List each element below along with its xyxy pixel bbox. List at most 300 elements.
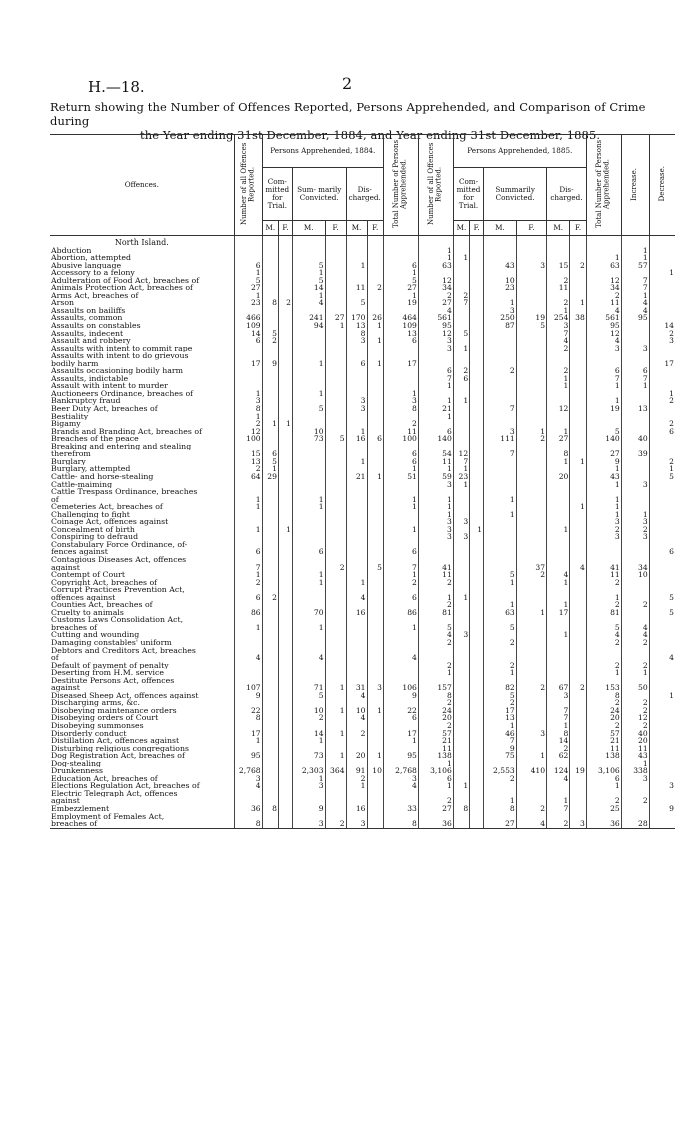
cell-value <box>418 813 453 821</box>
table-row <box>50 284 675 292</box>
cell-value: 1 <box>346 428 367 436</box>
cell-value: 9 <box>586 458 621 466</box>
cell-value <box>470 714 484 722</box>
cell-value <box>383 745 418 753</box>
cell-value <box>470 624 484 632</box>
table-row <box>50 775 675 783</box>
cell-value <box>367 481 383 489</box>
cell-value: 5 <box>649 609 675 617</box>
cell-value <box>453 413 469 421</box>
cell-value <box>278 450 292 458</box>
cell-value <box>367 405 383 413</box>
cell-value <box>570 548 586 556</box>
cell-value: 8 <box>453 805 469 813</box>
cell-value <box>649 790 675 798</box>
cell-value <box>262 496 278 504</box>
table-row <box>50 714 675 722</box>
cell-value: 1 <box>649 269 675 277</box>
table-row <box>50 722 675 730</box>
cell-value: 2 <box>418 292 453 300</box>
cell-value <box>346 367 367 375</box>
cell-value: 4 <box>292 654 325 662</box>
cell-value <box>547 548 570 556</box>
cell-value <box>262 435 278 443</box>
cell-value <box>367 601 383 609</box>
cell-value <box>262 247 278 255</box>
cell-value <box>649 579 675 587</box>
cell-value <box>547 586 570 594</box>
cell-value <box>262 481 278 489</box>
cell-value: 2 <box>547 277 570 285</box>
title-line-2: the Year ending 31st December, 1884, and Year ending 31st December, 1885. <box>140 128 601 142</box>
cell-value <box>262 692 278 700</box>
cell-value: 1 <box>383 390 418 398</box>
cell-value: 3 <box>234 775 262 783</box>
cell-value: 140 <box>418 435 453 443</box>
cell-value <box>325 254 346 262</box>
cell-value: 2 <box>383 579 418 587</box>
cell-value: 1 <box>418 594 453 602</box>
cell-value: 20 <box>346 752 367 760</box>
cell-value <box>547 397 570 405</box>
cell-value <box>262 737 278 745</box>
cell-value <box>516 526 546 534</box>
cell-value <box>278 782 292 790</box>
cell-value <box>367 820 383 828</box>
cell-value <box>278 790 292 798</box>
table-row <box>50 367 675 375</box>
cell-value <box>453 647 469 655</box>
cell-value <box>278 813 292 821</box>
offence-name: Challenging to fight <box>51 510 130 519</box>
cell-value <box>516 254 546 262</box>
cell-value: 1 <box>649 465 675 473</box>
cell-value: 2,768 <box>383 767 418 775</box>
cell-value <box>570 624 586 632</box>
cell-value <box>547 594 570 602</box>
cell-value: 2 <box>516 571 546 579</box>
cell-value <box>570 277 586 285</box>
cell-value: 1 <box>570 299 586 307</box>
cell-value <box>325 548 346 556</box>
cell-value: 4 <box>586 631 621 639</box>
cell-value <box>325 533 346 541</box>
cell-value <box>367 269 383 277</box>
offence-name: Dog-stealing <box>51 759 101 768</box>
cell-value <box>570 473 586 481</box>
cell-value: 2,553 <box>484 767 517 775</box>
cell-value: 3 <box>346 337 367 345</box>
cell-value <box>516 450 546 458</box>
cell-value <box>470 420 484 428</box>
cell-value <box>570 397 586 405</box>
cell-value <box>383 307 418 315</box>
cell-value <box>586 556 621 564</box>
cell-value <box>292 420 325 428</box>
cell-value: 95 <box>586 322 621 330</box>
cell-value <box>292 382 325 390</box>
cell-value: 3 <box>586 345 621 353</box>
cell-value: 2 <box>621 639 649 647</box>
table-row <box>50 601 675 609</box>
cell-value <box>453 677 469 685</box>
cell-value <box>346 556 367 564</box>
cell-value <box>278 503 292 511</box>
cell-value <box>621 782 649 790</box>
cell-value: 3 <box>418 526 453 534</box>
cell-value: 338 <box>621 767 649 775</box>
cell-value: 6 <box>453 375 469 383</box>
cell-value <box>278 737 292 745</box>
offence-name: Breaches of the peace <box>51 435 139 443</box>
cell-value: 1 <box>621 382 649 390</box>
cell-value: 3 <box>484 428 517 436</box>
cell-value: 1 <box>292 737 325 745</box>
cell-value <box>470 541 484 549</box>
cell-value: 1 <box>383 571 418 579</box>
table-row <box>50 518 675 526</box>
cell-value <box>292 397 325 405</box>
cell-value <box>586 647 621 655</box>
cell-value <box>649 247 675 255</box>
cell-value: 3 <box>346 820 367 828</box>
cell-value <box>621 692 649 700</box>
cell-value <box>649 601 675 609</box>
cell-value <box>262 307 278 315</box>
cell-value: 5 <box>292 405 325 413</box>
offence-name: Bestiality <box>51 412 89 421</box>
cell-value: 40 <box>621 435 649 443</box>
offence-name: Burglary, attempted <box>51 465 131 473</box>
cell-value <box>649 714 675 722</box>
cell-value <box>383 533 418 541</box>
cell-value: 13 <box>383 330 418 338</box>
cell-value <box>418 790 453 798</box>
cell-value <box>383 790 418 798</box>
cell-value <box>649 684 675 692</box>
cell-value <box>649 284 675 292</box>
cell-value <box>453 737 469 745</box>
cell-value <box>346 669 367 677</box>
cell-value: 13 <box>234 458 262 466</box>
table-row <box>50 299 675 307</box>
cell-value <box>453 790 469 798</box>
cell-value: 4 <box>621 307 649 315</box>
cell-value <box>262 677 278 685</box>
cell-value: 2 <box>278 299 292 307</box>
cell-value <box>649 352 675 360</box>
cell-value <box>278 345 292 353</box>
cell-value <box>470 805 484 813</box>
cell-value <box>346 760 367 768</box>
table-row <box>50 450 675 458</box>
cell-value: 4 <box>621 624 649 632</box>
cell-value: 2 <box>484 699 517 707</box>
cell-value <box>621 654 649 662</box>
cell-value <box>325 307 346 315</box>
cell-value <box>621 443 649 451</box>
cell-value <box>383 699 418 707</box>
cell-value: 11 <box>346 284 367 292</box>
cell-value <box>570 752 586 760</box>
cell-value <box>278 564 292 572</box>
offence-name: Constabulary Force Ordinance, of- <box>51 540 188 549</box>
cell-value: 1 <box>621 254 649 262</box>
cell-value: 81 <box>586 609 621 617</box>
cell-value: 6 <box>383 262 418 270</box>
cell-value <box>278 609 292 617</box>
cell-value <box>470 435 484 443</box>
cell-value <box>453 564 469 572</box>
cell-value: 10 <box>346 707 367 715</box>
cell-value: 2 <box>234 579 262 587</box>
cell-value <box>346 699 367 707</box>
cell-value <box>262 820 278 828</box>
summarily-1884-header: Sum- marily Convicted. <box>292 168 346 221</box>
cell-value: 6 <box>383 594 418 602</box>
cell-value <box>367 609 383 617</box>
summarily-1885-header: Summarily Convicted. <box>484 168 547 221</box>
cell-value <box>547 782 570 790</box>
discharged-1885-header: Dis- charged. <box>547 168 587 221</box>
cell-value <box>367 556 383 564</box>
cell-value: 1 <box>346 262 367 270</box>
cell-value <box>453 745 469 753</box>
cell-value <box>516 503 546 511</box>
cell-value <box>346 511 367 519</box>
cell-value <box>346 352 367 360</box>
cell-value <box>453 684 469 692</box>
cell-value <box>586 352 621 360</box>
cell-value <box>547 292 570 300</box>
cell-value: 1 <box>418 503 453 511</box>
cell-value <box>234 760 262 768</box>
cell-value <box>325 420 346 428</box>
cell-value: 3 <box>586 533 621 541</box>
cell-value <box>516 337 546 345</box>
cell-value <box>453 511 469 519</box>
cell-value: 33 <box>383 805 418 813</box>
cell-value: 14 <box>649 322 675 330</box>
cell-value <box>325 518 346 526</box>
cell-value <box>470 707 484 715</box>
cell-value <box>292 330 325 338</box>
cell-value: 7 <box>453 458 469 466</box>
cell-value <box>234 601 262 609</box>
cell-value: 1 <box>453 481 469 489</box>
offence-name: Assault with intent to murder <box>51 382 168 390</box>
sex-header: F. <box>367 221 383 236</box>
cell-value <box>470 496 484 504</box>
cell-value <box>453 488 469 496</box>
cell-value <box>516 639 546 647</box>
cell-value <box>383 375 418 383</box>
cell-value <box>234 722 262 730</box>
cell-value <box>570 375 586 383</box>
cell-value: 1 <box>453 594 469 602</box>
cell-value <box>418 420 453 428</box>
cell-value <box>453 609 469 617</box>
cell-value: 7 <box>383 564 418 572</box>
cell-value <box>262 322 278 330</box>
cell-value <box>516 533 546 541</box>
cell-value: 1 <box>418 247 453 255</box>
cell-value <box>621 677 649 685</box>
cell-value <box>570 707 586 715</box>
cell-value: 82 <box>484 684 517 692</box>
cell-value: 1 <box>383 526 418 534</box>
offence-name: Animals Protection Act, breaches of <box>51 284 193 292</box>
cell-value <box>649 413 675 421</box>
cell-value <box>262 579 278 587</box>
cell-value <box>278 262 292 270</box>
cell-value: 107 <box>234 684 262 692</box>
cell-value: 19 <box>516 314 546 322</box>
cell-value: 46 <box>484 730 517 738</box>
cell-value <box>470 511 484 519</box>
cell-value: 2 <box>292 714 325 722</box>
cell-value <box>292 345 325 353</box>
cell-value: 4 <box>418 631 453 639</box>
cell-value <box>649 616 675 624</box>
cell-value: 2 <box>453 367 469 375</box>
cell-value <box>367 292 383 300</box>
cell-value: 1 <box>547 722 570 730</box>
cell-value <box>292 488 325 496</box>
cell-value: 3 <box>484 307 517 315</box>
cell-value <box>278 820 292 828</box>
cell-value <box>262 254 278 262</box>
cell-value: 1 <box>586 782 621 790</box>
cell-value <box>570 465 586 473</box>
cell-value: 2 <box>418 699 453 707</box>
cell-value <box>346 465 367 473</box>
cell-value <box>346 745 367 753</box>
cell-value <box>278 458 292 466</box>
cell-value: 3 <box>418 337 453 345</box>
cell-value <box>278 662 292 670</box>
cell-value <box>586 790 621 798</box>
cell-value <box>516 548 546 556</box>
cell-value <box>292 533 325 541</box>
cell-value: 4 <box>649 654 675 662</box>
cell-value <box>547 481 570 489</box>
cell-value <box>484 473 517 481</box>
cell-value <box>367 647 383 655</box>
cell-value <box>516 375 546 383</box>
cell-value: 3 <box>621 775 649 783</box>
cell-value <box>234 586 262 594</box>
cell-value: 27 <box>547 435 570 443</box>
cell-value: 91 <box>346 767 367 775</box>
cell-value <box>570 797 586 805</box>
cell-value <box>367 737 383 745</box>
cell-value: 21 <box>418 405 453 413</box>
cell-value: 3 <box>418 518 453 526</box>
cell-value <box>470 616 484 624</box>
cell-value <box>470 571 484 579</box>
cell-value: 6 <box>346 360 367 368</box>
table-row <box>50 405 675 413</box>
cell-value <box>367 579 383 587</box>
offence-name: Contempt of Court <box>51 571 126 579</box>
cell-value <box>649 699 675 707</box>
cell-value <box>649 314 675 322</box>
cell-value <box>325 488 346 496</box>
cell-value: 1 <box>484 579 517 587</box>
cell-value <box>470 797 484 805</box>
cell-value <box>234 616 262 624</box>
cell-value: 50 <box>621 684 649 692</box>
cell-value <box>570 360 586 368</box>
cell-value <box>621 428 649 436</box>
cell-value <box>262 586 278 594</box>
offence-name: Brands and Branding Act, breaches of <box>51 427 202 436</box>
cell-value <box>325 616 346 624</box>
offence-name: offences against <box>51 593 116 602</box>
table-row <box>50 247 675 255</box>
sex-header: M. <box>292 221 325 236</box>
cell-value: 5 <box>586 624 621 632</box>
cell-value <box>453 496 469 504</box>
cell-value: 27 <box>383 284 418 292</box>
cell-value <box>278 375 292 383</box>
cell-value <box>278 352 292 360</box>
offences-header: Offences. <box>50 135 234 236</box>
cell-value: 138 <box>418 752 453 760</box>
cell-value <box>484 631 517 639</box>
cell-value <box>453 307 469 315</box>
cell-value: 8 <box>262 299 278 307</box>
cell-value: 6 <box>621 367 649 375</box>
cell-value: 2,768 <box>234 767 262 775</box>
cell-value <box>586 677 621 685</box>
cell-value: 1 <box>621 292 649 300</box>
cell-value <box>470 390 484 398</box>
cell-value <box>262 722 278 730</box>
cell-value: 86 <box>383 609 418 617</box>
cell-value: 17 <box>383 730 418 738</box>
cell-value: 62 <box>547 752 570 760</box>
cell-value <box>346 631 367 639</box>
offence-name: Concealment of birth <box>51 525 135 534</box>
cell-value <box>470 481 484 489</box>
cell-value: 3 <box>649 782 675 790</box>
cell-value <box>325 375 346 383</box>
cell-value: 27 <box>418 805 453 813</box>
cell-value <box>367 714 383 722</box>
cell-value <box>547 511 570 519</box>
table-row <box>50 707 675 715</box>
cell-value <box>325 443 346 451</box>
cell-value: 1 <box>484 797 517 805</box>
cell-value <box>418 548 453 556</box>
cell-value <box>325 337 346 345</box>
cell-value: 1 <box>292 571 325 579</box>
cell-value: 3 <box>346 397 367 405</box>
cell-value <box>234 307 262 315</box>
table-row <box>50 654 675 662</box>
cell-value <box>484 247 517 255</box>
cell-value <box>570 662 586 670</box>
cell-value <box>278 481 292 489</box>
cell-value <box>586 813 621 821</box>
cell-value <box>470 760 484 768</box>
cell-value: 5 <box>325 435 346 443</box>
cell-value: 4 <box>586 307 621 315</box>
cell-value: 1 <box>453 345 469 353</box>
cell-value: 6 <box>586 367 621 375</box>
